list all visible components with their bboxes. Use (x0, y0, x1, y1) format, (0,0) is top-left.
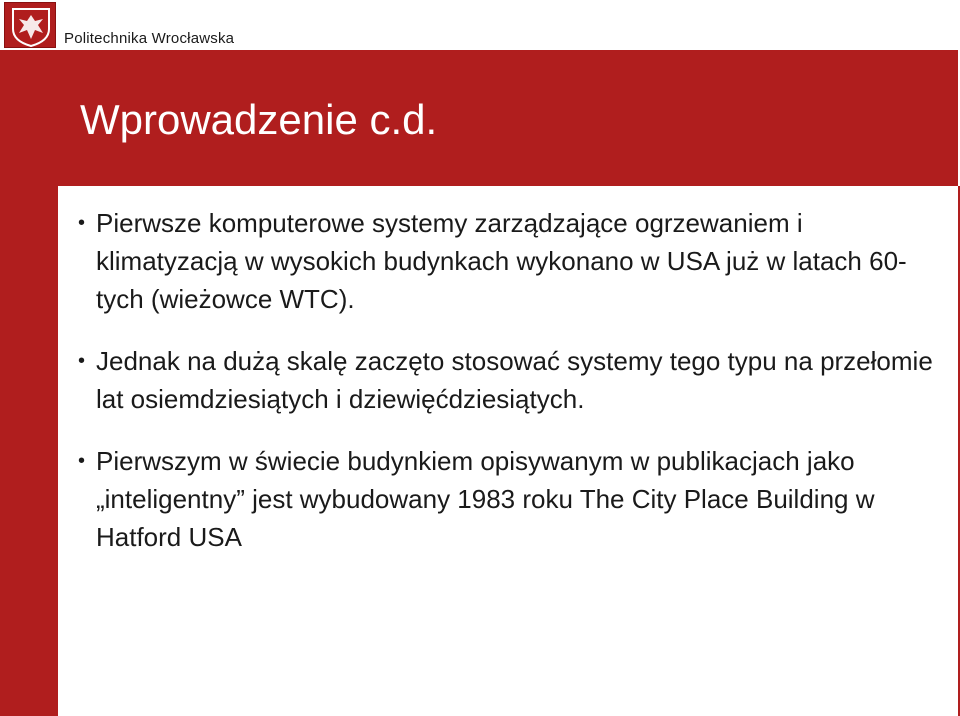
university-name: Politechnika Wrocławska (64, 30, 235, 47)
header (0, 0, 960, 50)
bullet-item (72, 442, 940, 556)
bullet-dot-icon: • (78, 350, 86, 372)
university-logo (4, 2, 56, 48)
bullet-text: Pierwszym w świecie budynkiem opisywanym w publikacjach jako „inteligentny” jest wybudowany 1983 roku The City Place Building w Hatford USA (96, 446, 875, 552)
eagle-crest-icon (5, 3, 57, 49)
left-accent-bar (0, 50, 58, 716)
slide-title: Wprowadzenie c.d. (80, 96, 438, 143)
slide-content (72, 204, 940, 580)
bullet-text: Jednak na dużą skalę zaczęto stosować systemy tego typu na przełomie lat osiemdziesiątych i dziewięćdziesiątych. (96, 346, 933, 414)
bullet-dot-icon: • (78, 450, 86, 472)
bullet-dot-icon: • (78, 212, 86, 234)
bullet-item (72, 342, 940, 418)
bullet-item (72, 204, 940, 318)
title-bar (58, 50, 958, 186)
bullet-text: Pierwsze komputerowe systemy zarządzające ogrzewaniem i klimatyzacją w wysokich budynkach wykonano w USA już w latach 60-tych (wieżowce WTC). (96, 208, 907, 314)
